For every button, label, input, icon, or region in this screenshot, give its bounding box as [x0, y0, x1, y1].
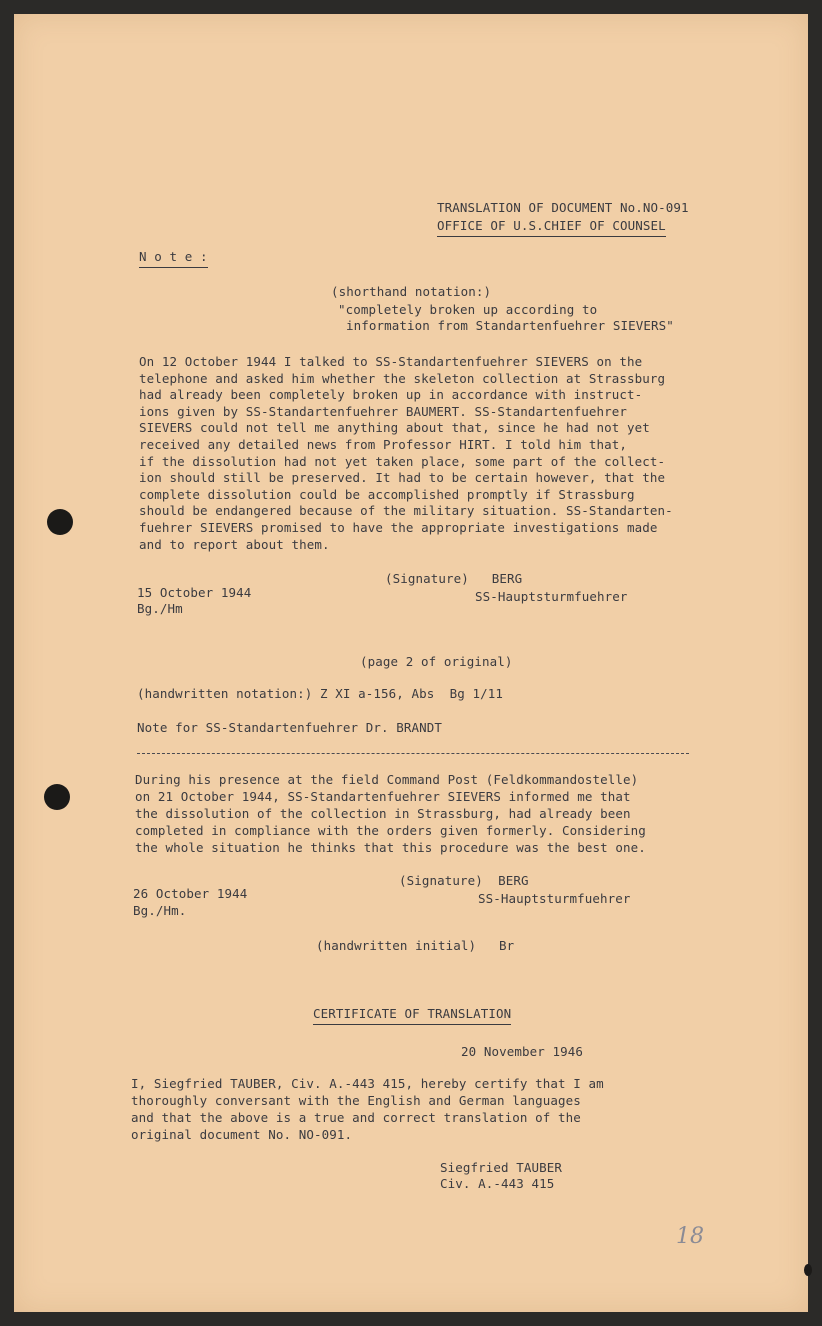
sig2-date: 26 October 1944 — [133, 886, 248, 901]
shorthand-line-1: (shorthand notation:) — [331, 284, 492, 299]
body1-line: telephone and asked him whether the skeleton collection at Strassburg — [139, 370, 666, 386]
body1-line: ions given by SS-Standartenfuehrer BAUMERT. SS-Standartenfuehrer — [139, 403, 628, 419]
body1-line: and to report about them. — [139, 536, 330, 552]
note-for-heading: Note for SS-Standartenfuehrer Dr. BRANDT — [137, 720, 443, 735]
punch-hole-top — [47, 509, 73, 535]
body1-line: On 12 October 1944 I talked to SS-Standartenfuehrer SIEVERS on the — [139, 354, 643, 369]
certificate-line: original document No. NO-091. — [131, 1127, 353, 1142]
body1-line: SIEVERS could not tell me anything about that, since he had not yet — [139, 420, 650, 436]
dashed-divider — [137, 753, 689, 754]
body1-line: complete dissolution could be accomplished promptly if Strassburg — [139, 486, 635, 502]
sig1-initials: Bg./Hm — [137, 601, 183, 616]
punch-hole-bottom — [44, 784, 70, 810]
handwritten-initial: (handwritten initial) Br — [316, 938, 515, 953]
body2-line: completed in compliance with the orders given formerly. Considering — [135, 823, 646, 838]
header-line-1: TRANSLATION OF DOCUMENT No.NO-091 — [437, 200, 689, 215]
sig1-date: 15 October 1944 — [137, 585, 252, 600]
body1-line: had already been completely broken up in accordance with instruct- — [139, 387, 643, 403]
certificate-date: 20 November 1946 — [461, 1044, 584, 1059]
certificate-line: thoroughly conversant with the English and German languages — [131, 1093, 581, 1108]
body1-line: ion should still be preserved. It had to be certain however, that the — [139, 470, 666, 486]
certificate-title: CERTIFICATE OF TRANSLATION — [313, 1006, 511, 1025]
page-2-marker: (page 2 of original) — [360, 654, 513, 669]
sig2-signature: (Signature) BERG — [399, 873, 529, 888]
body2-line: During his presence at the field Command Post (Feldkommandostelle) — [135, 772, 639, 787]
body1-line: should be endangered because of the military situation. SS-Standarten- — [139, 503, 673, 519]
shorthand-line-3: information from Standartenfuehrer SIEVERS" — [346, 318, 674, 333]
edge-mark — [804, 1264, 812, 1276]
certificate-line: and that the above is a true and correct translation of the — [131, 1110, 581, 1125]
body2-line: the dissolution of the collection in Strassburg, had already been — [135, 806, 631, 821]
certificate-line: I, Siegfried TAUBER, Civ. A.-443 415, hereby certify that I am — [131, 1076, 604, 1091]
sig2-rank: SS-Hauptsturmfuehrer — [478, 891, 631, 906]
handwritten-notation: (handwritten notation:) Z XI a-156, Abs Bg 1/11 — [137, 686, 504, 701]
sig2-initials: Bg./Hm. — [133, 903, 187, 918]
page-number: 18 — [676, 1224, 704, 1249]
body2-line: the whole situation he thinks that this procedure was the best one. — [135, 840, 646, 855]
shorthand-line-2: "completely broken up according to — [338, 302, 598, 317]
body1-line: received any detailed news from Professor HIRT. I told him that, — [139, 437, 628, 452]
translator-name: Siegfried TAUBER — [440, 1160, 563, 1175]
header-line-2: OFFICE OF U.S.CHIEF OF COUNSEL — [437, 218, 666, 237]
translator-id: Civ. A.-443 415 — [440, 1176, 555, 1191]
body1-line: fuehrer SIEVERS promised to have the appropriate investigations made — [139, 520, 658, 535]
sig1-signature: (Signature) BERG — [385, 571, 523, 586]
note-label: N o t e : — [139, 249, 208, 268]
body2-line: on 21 October 1944, SS-Standartenfuehrer SIEVERS informed me that — [135, 789, 631, 804]
body1-line: if the dissolution had not yet taken place, some part of the collect- — [139, 453, 666, 469]
sig1-rank: SS-Hauptsturmfuehrer — [475, 589, 628, 604]
